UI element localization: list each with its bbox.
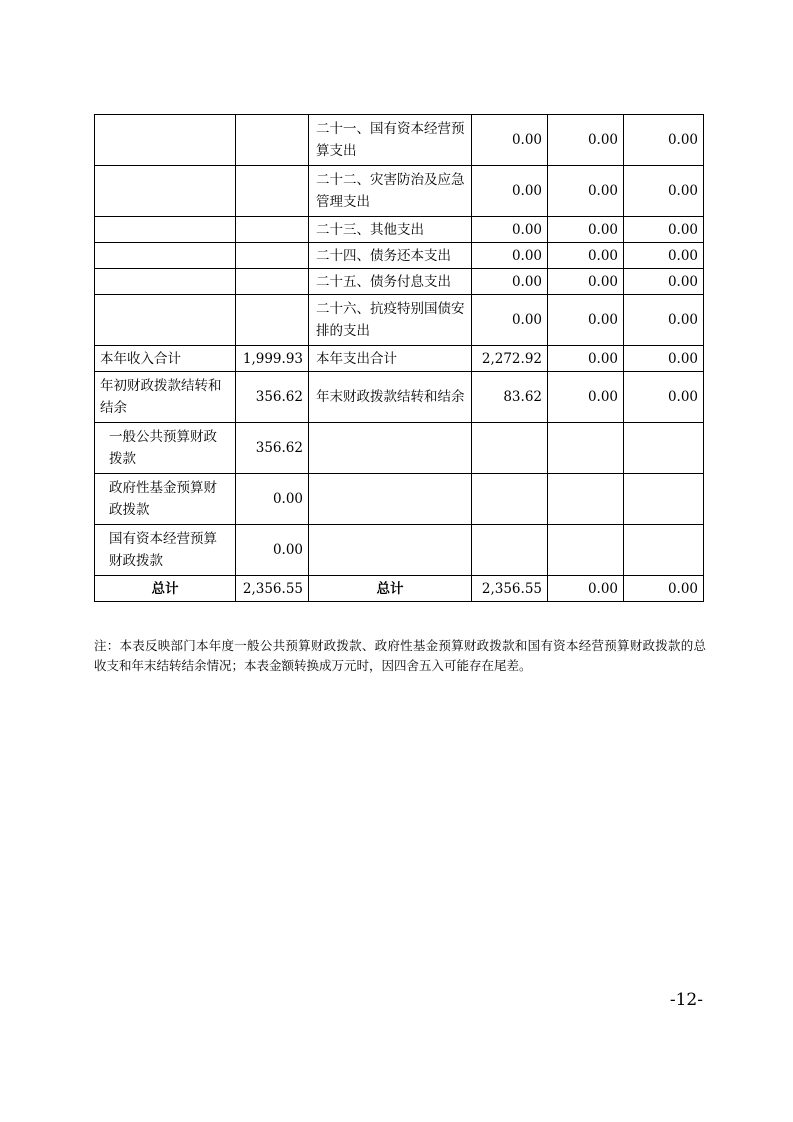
table-row	[95, 525, 704, 576]
table-row	[95, 115, 704, 166]
income-total-label: 总计	[95, 576, 236, 602]
income-label-cell	[95, 115, 236, 166]
income-amount-cell	[236, 243, 309, 269]
expense-label-cell	[309, 474, 472, 525]
expense-grand-total: 2,356.55	[472, 576, 548, 602]
expense-project-cell: 0.00	[624, 269, 704, 295]
table-row	[95, 346, 704, 372]
income-amount-cell	[236, 217, 309, 243]
income-label-cell: 政府性基金预算财政拨款	[95, 474, 236, 525]
total-row	[95, 576, 704, 602]
expense-project-cell: 0.00	[624, 217, 704, 243]
income-amount-cell: 1,999.93	[236, 346, 309, 372]
income-label-cell	[95, 269, 236, 295]
expense-total-cell	[472, 525, 548, 576]
expense-project-cell: 0.00	[624, 372, 704, 423]
expense-basic-cell: 0.00	[548, 269, 624, 295]
expense-total-label: 总计	[309, 576, 472, 602]
expense-label-cell	[309, 525, 472, 576]
expense-total-cell	[472, 474, 548, 525]
expense-project-cell: 0.00	[624, 115, 704, 166]
expense-label-cell: 二十一、国有资本经营预算支出	[309, 115, 472, 166]
expense-project-cell: 0.00	[624, 166, 704, 217]
expense-label-cell	[309, 423, 472, 474]
income-total-amount: 2,356.55	[236, 576, 309, 602]
expense-label-cell: 二十四、债务还本支出	[309, 243, 472, 269]
expense-basic-cell: 0.00	[548, 372, 624, 423]
table-footnote: 注：本表反映部门本年度一般公共预算财政拨款、政府性基金预算财政拨款和国有资本经营预算财政拨款的总收支和年末结转结余情况；本表金额转换成万元时，因四舍五入可能存在尾差。	[94, 638, 706, 673]
table-row	[95, 243, 704, 269]
expense-basic-cell: 0.00	[548, 346, 624, 372]
expense-label-cell: 二十二、灾害防治及应急管理支出	[309, 166, 472, 217]
income-amount-cell: 0.00	[236, 525, 309, 576]
expense-label-cell: 年末财政拨款结转和结余	[309, 372, 472, 423]
expense-total-cell: 2,272.92	[472, 346, 548, 372]
expense-label-cell: 二十六、抗疫特别国债安排的支出	[309, 295, 472, 346]
table-row	[95, 166, 704, 217]
expense-basic-cell: 0.00	[548, 243, 624, 269]
page-number: -12-	[669, 990, 703, 1010]
expense-project-cell	[624, 423, 704, 474]
income-amount-cell: 356.62	[236, 372, 309, 423]
table-row	[95, 269, 704, 295]
income-label-cell: 一般公共预算财政拨款	[95, 423, 236, 474]
expense-total-cell	[472, 423, 548, 474]
expense-total-cell: 0.00	[472, 269, 548, 295]
expense-basic-total: 0.00	[548, 576, 624, 602]
table-row	[95, 423, 704, 474]
expense-project-cell: 0.00	[624, 346, 704, 372]
expense-total-cell: 0.00	[472, 166, 548, 217]
expense-total-cell: 0.00	[472, 295, 548, 346]
expense-label-cell: 本年支出合计	[309, 346, 472, 372]
income-label-cell: 国有资本经营预算财政拨款	[95, 525, 236, 576]
expense-project-cell: 0.00	[624, 243, 704, 269]
expense-basic-cell: 0.00	[548, 166, 624, 217]
expense-project-cell: 0.00	[624, 295, 704, 346]
income-amount-cell	[236, 166, 309, 217]
income-label-cell	[95, 217, 236, 243]
expense-total-cell: 0.00	[472, 217, 548, 243]
table-row	[95, 372, 704, 423]
income-label-cell	[95, 243, 236, 269]
expense-basic-cell	[548, 474, 624, 525]
income-amount-cell	[236, 115, 309, 166]
expense-basic-cell	[548, 423, 624, 474]
income-amount-cell: 0.00	[236, 474, 309, 525]
table-row	[95, 217, 704, 243]
income-amount-cell: 356.62	[236, 423, 309, 474]
expense-project-total: 0.00	[624, 576, 704, 602]
expense-basic-cell: 0.00	[548, 115, 624, 166]
income-label-cell: 本年收入合计	[95, 346, 236, 372]
income-label-cell	[95, 166, 236, 217]
expense-basic-cell	[548, 525, 624, 576]
expense-basic-cell: 0.00	[548, 295, 624, 346]
expense-label-cell: 二十五、债务付息支出	[309, 269, 472, 295]
expense-label-cell: 二十三、其他支出	[309, 217, 472, 243]
income-amount-cell	[236, 269, 309, 295]
table-row	[95, 474, 704, 525]
expense-total-cell: 0.00	[472, 243, 548, 269]
fiscal-appropriation-table	[94, 114, 704, 602]
expense-project-cell	[624, 474, 704, 525]
expense-basic-cell: 0.00	[548, 217, 624, 243]
table-row	[95, 295, 704, 346]
expense-project-cell	[624, 525, 704, 576]
expense-total-cell: 0.00	[472, 115, 548, 166]
income-label-cell: 年初财政拨款结转和结余	[95, 372, 236, 423]
income-amount-cell	[236, 295, 309, 346]
expense-total-cell: 83.62	[472, 372, 548, 423]
income-label-cell	[95, 295, 236, 346]
